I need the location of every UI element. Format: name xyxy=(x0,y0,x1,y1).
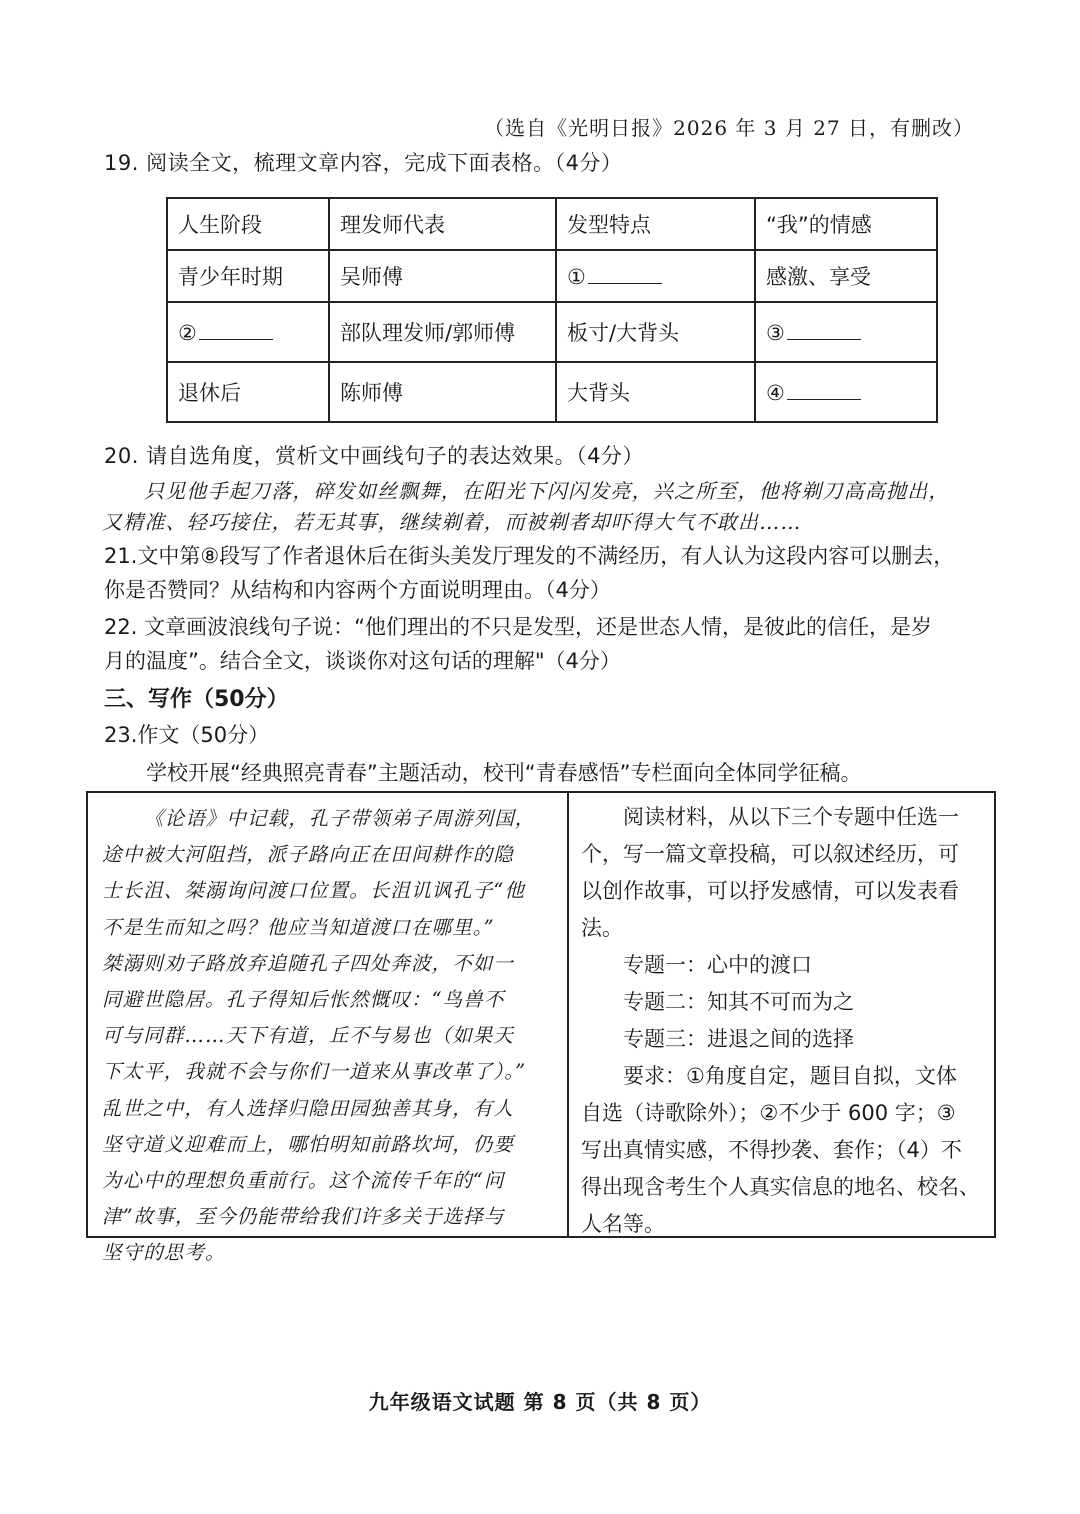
table-header: 发型特点 xyxy=(556,198,755,250)
table-header: 理发师代表 xyxy=(329,198,556,250)
answer-blank xyxy=(787,319,861,340)
essay-material-box xyxy=(86,791,996,1265)
table-cell: 吴师傅 xyxy=(329,250,556,302)
material-line: 《论语》中记载，孔子带领弟子周游列国， xyxy=(144,807,536,830)
question-23: 23.作文（50分） xyxy=(104,723,270,747)
table-header-row xyxy=(167,198,937,250)
blank-number: ④ xyxy=(766,381,785,405)
table-cell: 青少年时期 xyxy=(167,250,329,302)
material-line: 坚守道义迎难而上，哪怕明知前路坎坷，仍要 xyxy=(102,1132,515,1156)
answer-blank xyxy=(199,319,273,340)
requirement-line: 以创作故事，可以抒发感情，可以发表看 xyxy=(581,879,959,903)
requirement-line: 阅读材料，从以下三个专题中任选一 xyxy=(623,805,959,829)
topic-line: 专题二：知其不可而为之 xyxy=(623,990,854,1014)
material-left-column xyxy=(88,793,569,1265)
table-cell: 陈师傅 xyxy=(329,362,556,422)
question-19: 19. 阅读全文，梳理文章内容，完成下面表格。（4分） xyxy=(104,151,623,175)
table-cell: 退休后 xyxy=(167,362,329,422)
source-citation: （选自《光明日报》2026 年 3 月 27 日，有删改） xyxy=(484,116,974,140)
requirement-line: 得出现含考生个人真实信息的地名、校名、 xyxy=(581,1175,980,1199)
life-stage-table xyxy=(166,197,938,423)
topic-line: 专题三：进退之间的选择 xyxy=(623,1027,854,1051)
material-line: 可与同群……天下有道，丘不与易也（如果天 xyxy=(102,1024,515,1048)
requirement-line: 法。 xyxy=(581,916,623,940)
table-cell: 大背头 xyxy=(556,362,755,422)
table-cell: 部队理发师/郭师傅 xyxy=(329,302,556,362)
requirement-line: 要求：①角度自定，题目自拟，文体 xyxy=(623,1064,957,1088)
essay-prompt: 学校开展“经典照亮青春”主题活动，校刊“青春感悟”专栏面向全体同学征稿。 xyxy=(146,761,862,785)
table-row xyxy=(167,362,937,422)
question-22-line: 月的温度”。结合全文，谈谈你对这句话的理解"（4分） xyxy=(104,649,621,673)
requirement-line: 自选（诗歌除外）；②不少于 600 字；③ xyxy=(581,1101,956,1125)
material-line: 士长沮、桀溺询问渡口位置。长沮讥讽孔子“他 xyxy=(102,879,526,903)
requirement-line: 人名等。 xyxy=(581,1212,665,1236)
answer-blank xyxy=(787,379,861,400)
answer-blank-cell xyxy=(556,250,755,302)
table-row xyxy=(167,250,937,302)
quoted-sentence-line: 又精准、轻巧接住，若无其事，继续剃着，而被剃者却吓得大气不敢出…… xyxy=(102,510,802,534)
material-line: 津”故事，至今仍能带给我们许多关于选择与 xyxy=(102,1205,505,1229)
answer-blank-cell xyxy=(755,362,937,422)
table-cell: 感激、享受 xyxy=(755,250,937,302)
table-header: “我”的情感 xyxy=(755,198,937,250)
requirements-right-column xyxy=(569,793,994,1236)
section-heading: 三、写作（50分） xyxy=(104,687,289,712)
material-line: 不是生而知之吗？他应当知道渡口在哪里。” xyxy=(102,915,495,939)
page-footer: 九年级语文试题 第 8 页（共 8 页） xyxy=(368,1390,712,1414)
blank-number: ① xyxy=(567,265,586,289)
question-21-line: 21.文中第⑧段写了作者退休后在街头美发厅理发的不满经历，有人认为这段内容可以删去， xyxy=(104,544,955,568)
question-21-line: 你是否赞同？从结构和内容两个方面说明理由。（4分） xyxy=(104,578,611,602)
material-line: 途中被大河阻挡，派子路向正在田间耕作的隐 xyxy=(102,843,515,867)
answer-blank xyxy=(588,263,662,284)
material-line: 坚守的思考。 xyxy=(102,1241,226,1265)
quoted-sentence-line: 只见他手起刀落，碎发如丝飘舞，在阳光下闪闪发亮，兴之所至，他将剃刀高高抛出， xyxy=(144,479,950,503)
topic-line: 专题一：心中的渡口 xyxy=(623,953,812,977)
table-header: 人生阶段 xyxy=(167,198,329,250)
material-line: 为心中的理想负重前行。这个流传千年的“问 xyxy=(102,1169,505,1193)
blank-number: ② xyxy=(178,321,197,345)
question-22-line: 22. 文章画波浪线句子说：“他们理出的不只是发型，还是世态人情，是彼此的信任，是岁 xyxy=(104,615,932,639)
material-line: 乱世之中，有人选择归隐田园独善其身，有人 xyxy=(102,1096,515,1120)
requirement-line: 写出真情实感，不得抄袭、套作；（4）不 xyxy=(581,1138,962,1162)
material-line: 桀溺则劝子路放弃追随孔子四处奔波，不如一 xyxy=(102,951,515,975)
answer-blank-cell xyxy=(755,302,937,362)
material-line: 下太平，我就不会与你们一道来从事改革了）。” xyxy=(102,1060,527,1084)
blank-number: ③ xyxy=(766,321,785,345)
answer-blank-cell xyxy=(167,302,329,362)
question-20: 20. 请自选角度，赏析文中画线句子的表达效果。（4分） xyxy=(104,444,644,468)
table-row xyxy=(167,302,937,362)
requirement-line: 个，写一篇文章投稿，可以叙述经历，可 xyxy=(581,842,959,866)
material-line: 同避世隐居。孔子得知后怅然慨叹：“鸟兽不 xyxy=(102,988,505,1012)
table-cell: 板寸/大背头 xyxy=(556,302,755,362)
